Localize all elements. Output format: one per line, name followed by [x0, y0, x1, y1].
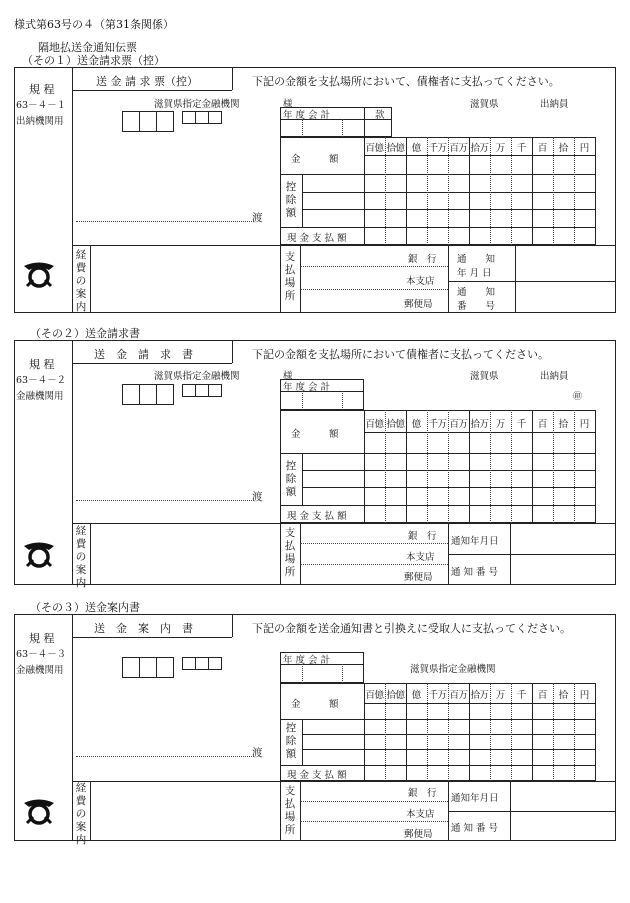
section-subtitle: （その２）送金請求書 [30, 327, 140, 340]
shiga-emblem-icon [21, 540, 57, 570]
designated-bank: 滋賀県指定金融機関 [154, 371, 240, 382]
kitei-label: 規 程 [29, 83, 55, 96]
usage-label: 出納機関用 [16, 116, 64, 127]
sama-label: 様 [283, 99, 293, 110]
shiharai-label: 支払場所 [284, 785, 296, 836]
ginko-label: 銀 行 [408, 788, 437, 799]
digit-label: 百 [537, 419, 548, 430]
digit-label: 拾億 [386, 143, 405, 154]
genkin-label: 現 金 支 払 額 [287, 233, 347, 244]
code-boxes-large[interactable] [122, 384, 174, 405]
notice-b: 年 月 日 [457, 268, 492, 279]
digit-label: 拾億 [386, 690, 405, 701]
keihi-label: 経費の案内 [75, 249, 87, 313]
digit-label: 百 [537, 143, 548, 154]
digit-label: 拾 [558, 419, 569, 430]
form-code: 63－４－１ [16, 100, 67, 111]
kojo-label: 控除額 [285, 181, 297, 219]
nendo-kaikei: 年 度 会 計 [283, 655, 331, 666]
kingaku-label: 金 額 [291, 154, 339, 165]
keihi-label: 経費の案内 [75, 782, 87, 846]
digit-label: 千 [516, 419, 527, 430]
digit-label: 拾万 [470, 143, 489, 154]
digit-label: 億 [411, 690, 422, 701]
kojo-label: 控除額 [285, 722, 297, 760]
digit-label: 万 [495, 690, 506, 701]
usage-label: 金融機関用 [16, 665, 64, 676]
document-title: 隔地払送金通知伝票 [38, 41, 137, 54]
digit-label: 円 [579, 690, 590, 701]
kingaku-label: 金 額 [291, 699, 339, 710]
form-number: 様式第63号の４（第31条関係） [14, 18, 174, 31]
yubinkyoku-label: 郵便局 [404, 829, 433, 840]
section-subtitle: （その１）送金請求票（控） [22, 54, 165, 67]
notice-d: 番 号 [457, 301, 496, 312]
suitouin-label: 出納員 [540, 371, 569, 382]
notice-no-label: 通 知 番 号 [451, 567, 499, 578]
form-code: 63－４－３ [16, 649, 67, 660]
genkin-label: 現 金 支 払 額 [287, 511, 347, 522]
digit-label: 千 [516, 690, 527, 701]
digit-label: 百万 [449, 690, 468, 701]
shiharai-label: 支払場所 [284, 527, 296, 578]
code-boxes-large[interactable] [122, 657, 174, 678]
notice-date-label: 通知年月日 [451, 793, 499, 804]
ginko-label: 銀 行 [408, 531, 437, 542]
digit-label: 百億 [365, 419, 384, 430]
instruction-text: 下記の金額を支払場所において、債権者に支払ってください。 [252, 75, 560, 88]
doc-title: 送 金 案 内 書 [94, 622, 193, 635]
honshiten-label: 本支店 [406, 552, 435, 563]
notice-c: 通 知 [457, 287, 496, 298]
digit-label: 百億 [365, 690, 384, 701]
digit-label: 拾 [558, 690, 569, 701]
yubinkyoku-label: 郵便局 [404, 572, 433, 583]
nendo-kaikei: 年 度 会 計 [283, 382, 331, 393]
digit-label: 億 [411, 419, 422, 430]
notice-no-label: 通 知 番 号 [451, 823, 499, 834]
digit-label: 千 [516, 143, 527, 154]
shiga-emblem-icon [21, 260, 57, 290]
instruction-text: 下記の金額を送金通知書と引換えに受取人に支払ってください。 [252, 622, 571, 635]
suitouin-label: 出納員 [540, 99, 569, 110]
doc-title: 送 金 請 求 書 [94, 348, 193, 361]
shiga-pref: 滋賀県 [470, 371, 499, 382]
digit-label: 百億 [365, 143, 384, 154]
notice-date-label: 通知年月日 [451, 536, 499, 547]
honshiten-label: 本支店 [406, 276, 435, 287]
watari-label: 渡 [252, 212, 263, 224]
kitei-label: 規 程 [29, 358, 55, 371]
kitei-label: 規 程 [29, 632, 55, 645]
code-boxes-small[interactable] [182, 384, 222, 397]
digit-label: 百万 [449, 143, 468, 154]
digit-label: 拾億 [386, 419, 405, 430]
seal-icon: ㊞ [573, 392, 583, 402]
digit-label: 円 [579, 419, 590, 430]
usage-label: 金融機関用 [16, 391, 64, 402]
yubinkyoku-label: 郵便局 [404, 299, 433, 310]
genkin-label: 現 金 支 払 額 [287, 770, 347, 781]
kingaku-label: 金 額 [291, 429, 339, 440]
shiharai-label: 支払場所 [284, 251, 296, 302]
digit-label: 百 [537, 690, 548, 701]
kan-label: 款 [375, 110, 385, 121]
shiga-pref: 滋賀県 [470, 99, 499, 110]
digit-label: 千万 [428, 143, 447, 154]
ginko-label: 銀 行 [408, 254, 437, 265]
doc-title: 送 金 請 求 票（控） [96, 75, 198, 88]
section-subtitle: （その３）送金案内書 [30, 601, 140, 614]
digit-label: 億 [411, 143, 422, 154]
kojo-label: 控除額 [285, 460, 297, 498]
nendo-kaikei: 年 度 会 計 [283, 110, 331, 121]
digit-label: 万 [495, 143, 506, 154]
digit-label: 百万 [449, 419, 468, 430]
code-boxes-small[interactable] [182, 657, 222, 670]
notice-a: 通 知 [457, 254, 496, 265]
code-boxes-large[interactable] [122, 111, 174, 132]
digit-label: 千万 [428, 419, 447, 430]
digit-label: 円 [579, 143, 590, 154]
shiga-emblem-icon [21, 797, 57, 827]
digit-label: 拾万 [470, 419, 489, 430]
designated-bank: 滋賀県指定金融機関 [154, 99, 240, 110]
designated-bank: 滋賀県指定金融機関 [410, 664, 496, 675]
keihi-label: 経費の案内 [75, 525, 87, 589]
honshiten-label: 本支店 [406, 809, 435, 820]
digit-label: 万 [495, 419, 506, 430]
form-code: 63－４－２ [16, 375, 67, 386]
instruction-text: 下記の金額を支払場所において債権者に支払ってください。 [252, 348, 549, 361]
digit-label: 拾万 [470, 690, 489, 701]
sama-label: 様 [283, 371, 293, 382]
code-boxes-small[interactable] [182, 111, 222, 124]
watari-label: 渡 [252, 747, 263, 759]
watari-label: 渡 [252, 491, 263, 503]
digit-label: 拾 [558, 143, 569, 154]
digit-label: 千万 [428, 690, 447, 701]
